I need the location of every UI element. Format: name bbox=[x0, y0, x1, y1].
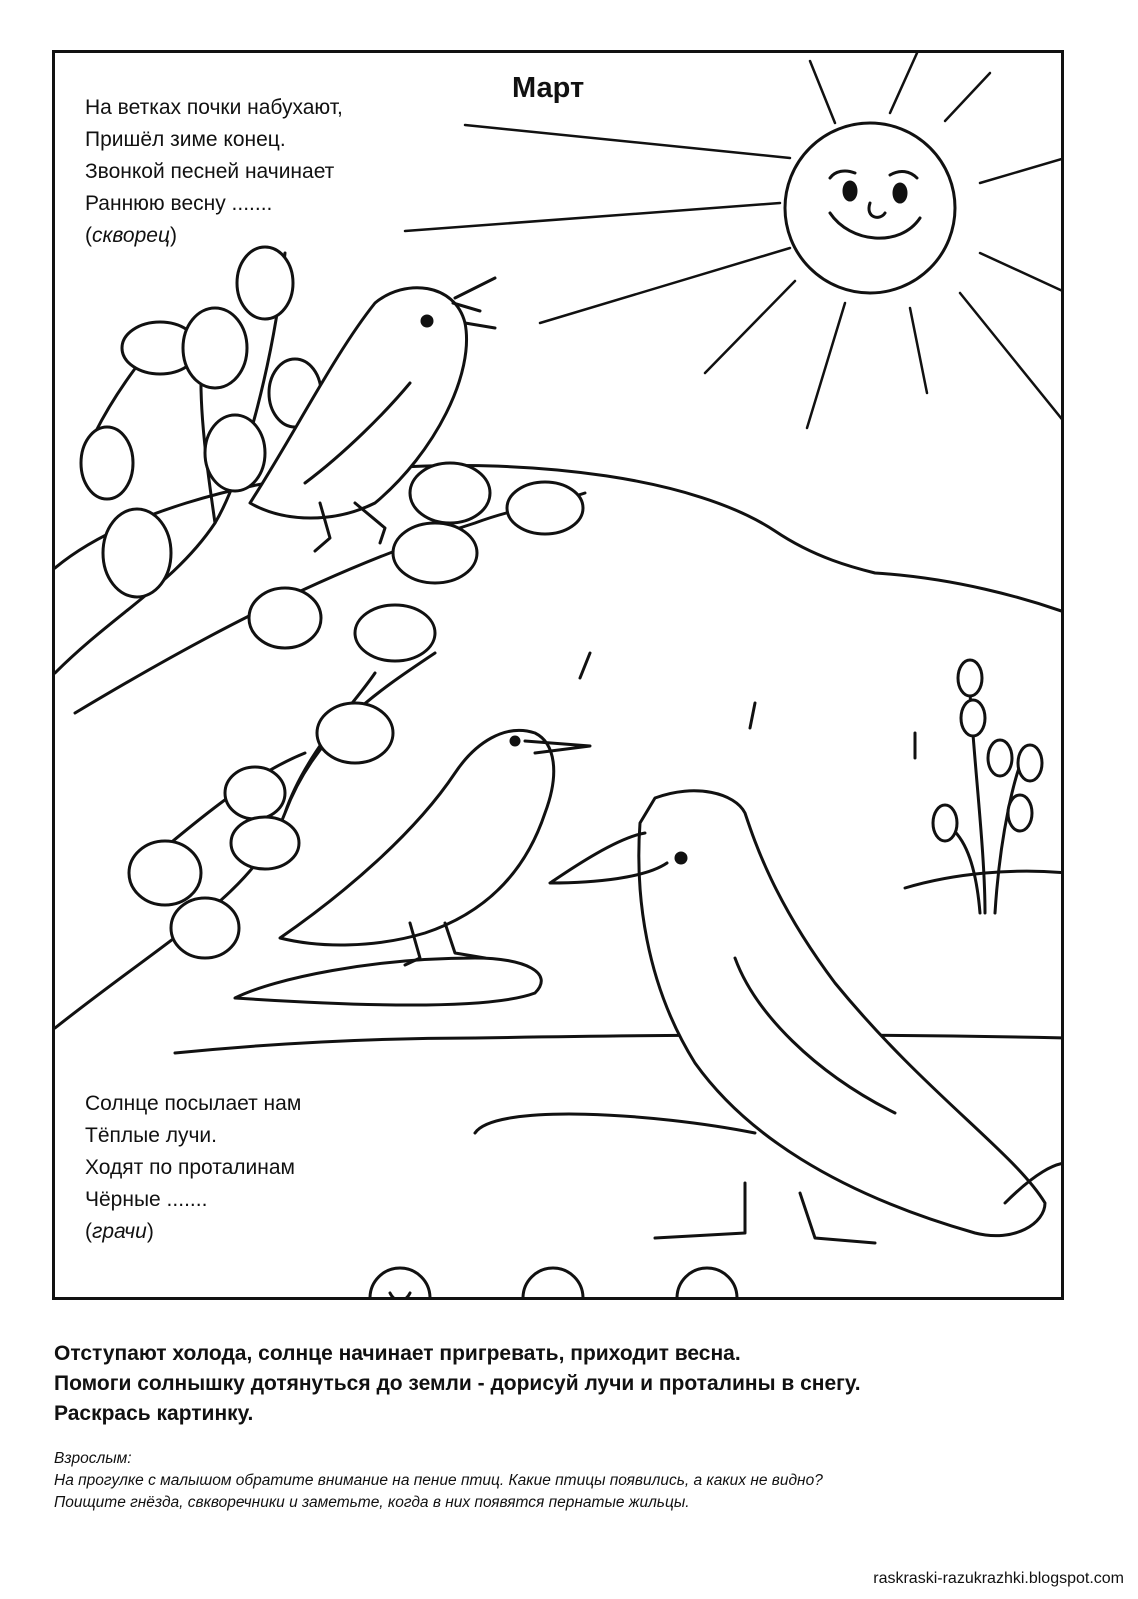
task-line: Отступают холода, солнце начинает пригревать, приходит весна. bbox=[54, 1342, 741, 1365]
poem-line: Тёплые лучи. bbox=[85, 1124, 217, 1147]
adult-note bbox=[54, 1448, 823, 1514]
poem-line: На ветках почки набухают, bbox=[85, 96, 343, 119]
poem-line: Пришёл зиме конец. bbox=[85, 128, 286, 151]
sun-icon bbox=[785, 123, 955, 293]
task-line: Раскрась картинку. bbox=[54, 1402, 254, 1425]
source-link[interactable]: raskraski-razukrazhki.blogspot.com bbox=[873, 1570, 1124, 1587]
poem-line: Звонкой песней начинает bbox=[85, 160, 335, 183]
riddle-answer-word: скворец bbox=[92, 224, 170, 247]
willow-sprigs bbox=[905, 660, 1064, 913]
task-instructions bbox=[54, 1339, 861, 1429]
poem-line: Чёрные ....... bbox=[85, 1188, 208, 1211]
riddle-answer-word: грачи bbox=[92, 1220, 147, 1243]
adult-note-line: На прогулке с малышом обратите внимание на пение птиц. Какие птицы появились, а каких не видно? bbox=[54, 1472, 823, 1489]
riddle-poem-rooks bbox=[85, 1088, 301, 1248]
rook-bird-small bbox=[235, 730, 590, 1005]
snow-marks bbox=[580, 653, 915, 758]
riddle-answer: (скворец) bbox=[85, 224, 177, 247]
poem-line: Солнце посылает нам bbox=[85, 1092, 302, 1115]
sun-rays bbox=[405, 53, 1064, 428]
adult-note-heading: Взрослым: bbox=[54, 1450, 132, 1467]
riddle-answer: (грачи) bbox=[85, 1220, 154, 1243]
page-title: Март bbox=[512, 72, 585, 104]
rook-bird-large bbox=[475, 791, 1064, 1243]
poem-line: Ходят по проталинам bbox=[85, 1156, 295, 1179]
task-line: Помоги солнышку дотянуться до земли - дорисуй лучи и проталины в снегу. bbox=[54, 1372, 861, 1395]
flower-row bbox=[370, 1268, 737, 1300]
snowy-hills bbox=[55, 466, 1064, 1053]
adult-note-line: Поищите гнёзда, свкворечники и заметьте, когда в них появятся пернатые жильцы. bbox=[54, 1494, 690, 1511]
riddle-poem-starling bbox=[85, 92, 343, 252]
poem-line: Раннюю весну ....... bbox=[85, 192, 273, 215]
